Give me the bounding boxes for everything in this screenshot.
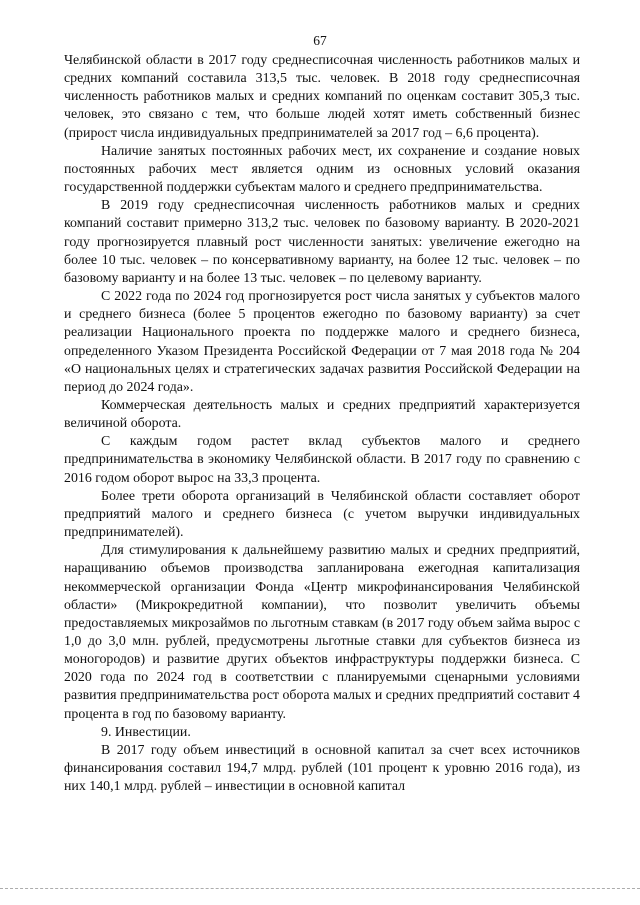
paragraph-turnover-share: Более трети оборота организаций в Челябинской области составляет оборот предприятий малого и среднего бизнеса (с учетом выручки индивидуальных предпринимателей). xyxy=(64,488,580,541)
paragraph-contribution-growth: С каждым годом растет вклад субъектов малого и среднего предпринимательства в экономику Челябинской области. В 2017 году по сравнению с 2016 годом оборот вырос на 33,3 процента. xyxy=(64,434,580,486)
paragraph-employment-forecast-2022-2024: С 2022 года по 2024 год прогнозируется рост числа занятых у субъектов малого и среднего бизнеса (более 5 процентов ежегодно по базовому варианту) за счет реализации Национального проекта по поддержке малого и среднего бизнеса, определенного Указом Президента Российской Федерации от 7 мая 2018 года № 204 «О национальных целях и стратегических задачах развития Российской Федерации на период до 2024 года». xyxy=(64,289,580,395)
paragraph-employment-forecast-2019-2021: В 2019 году среднесписочная численность работников малых и средних компаний составит примерно 313,2 тыс. человек по базовому варианту. В 2020-2021 году прогнозируется плавный рост численности занятых: увеличение ежегодно на более 10 тыс. человек – по консервативному варианту, на более 12 тыс. человек – по базовому варианту и на более 13 тыс. человек – по целевому варианту. xyxy=(64,198,580,286)
paragraph-investments-2017: В 2017 году объем инвестиций в основной капитал за счет всех источников финансирования составил 194,7 млрд. рублей (101 процент к уровню 2016 года), из них 140,1 млрд. рублей – инвестиции в основной капитал xyxy=(64,742,580,795)
section-heading-investments: 9. Инвестиции. xyxy=(101,724,191,740)
document-body xyxy=(64,52,580,796)
page-number: 67 xyxy=(313,33,327,48)
page-bottom-scan-edge xyxy=(0,888,640,889)
paragraph-permanent-jobs: Наличие занятых постоянных рабочих мест, их сохранение и создание новых постоянных рабочих мест является одним из основных условий оказания государственной поддержки субъектам малого и среднего предпринимательства. xyxy=(64,143,580,196)
paragraph-employment-2017-2018: Челябинской области в 2017 году среднесписочная численность работников малых и средних компаний составила 313,5 тыс. человек. В 2018 году среднесписочная численность работников малых и средних компаний по оценкам составит 305,3 тыс. человек, это связано с тем, что больше людей хотят иметь собственный бизнес (прирост числа индивидуальных предпринимателей за 2017 год – 6,6 процента). xyxy=(64,53,580,141)
paragraph-microfinance-support: Для стимулирования к дальнейшему развитию малых и средних предприятий, наращиванию объемов производства запланирована ежегодная капитализация некоммерческой организации Фонда «Центр микрофинансирования Челябинской области» (Микрокредитной компании), что позволит увеличить объемы предоставляемых микрозаймов по льготным ставкам (в 2017 году объем займа вырос с 1,0 до 3,0 млн. рублей, предусмотрены льготные ставки для субъектов бизнеса из моногородов) и развитие других объектов инфраструктуры поддержки бизнеса. С 2020 года по 2024 год в соответствии с планируемыми сценарными условиями развития предпринимательства рост оборота малых и средних предприятий составит 4 процента в год по базовому варианту. xyxy=(64,543,580,722)
paragraph-turnover-intro: Коммерческая деятельность малых и средних предприятий характеризуется величиной оборота. xyxy=(64,397,580,432)
